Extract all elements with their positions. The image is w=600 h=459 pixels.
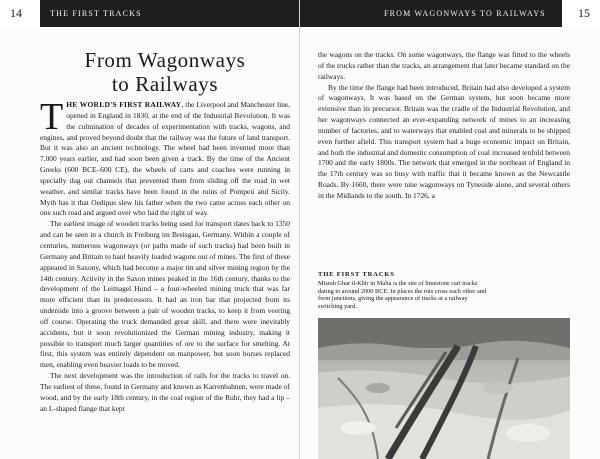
right-body-text xyxy=(318,50,570,202)
left-page xyxy=(0,0,299,459)
right-paragraph-1: the wagons on the tracks. On some wagonways, the flange was fitted to the wheels of the trucks rather than the tracks, an arrangement that later became standard on the railways. xyxy=(318,50,570,81)
right-page xyxy=(300,0,600,459)
right-paragraph-2: By the time the flange had been introduced, Britain had also developed a system of wagonways. It was based on the German system, but soon became more extensive than its precursor. Britain was the cradle of the Industrial Revolution, and her wagonways connected an ever-expanding network of mines to an increasing number of factories, and to waterways that enabled coal and minerals to be shipped even further afield. This transport system had a huge economic impact on Britain, and both the industrial and domestic consumption of coal increased tenfold between 1700 and the early 1800s. The network that emerged in the northeast of England in the 17th century was so busy with traffic that it became known as the Newcastle Roads. By 1660, there were nine wagonways on Tyneside alone, and several others in the Midlands to the south. In 1726, a xyxy=(318,82,570,200)
right-running-header xyxy=(300,0,600,27)
chapter-title xyxy=(40,48,290,96)
chapter-title-line-1: From Wagonways xyxy=(84,48,246,72)
left-running-header xyxy=(0,0,299,27)
left-paragraph-2: The earliest image of wooden tracks being used for transport dates back to 1350 and can be seen in a church in Freiburg im Breisgau, Germany. Within a couple of centuries, numerous wagonways (or paths made of such tracks) had been built in Germany and Britain to haul heavily loaded wagons out of mines. The first of these appeared in Saxony, which had become a major tin and silver mining region by the 14th century. Activity in the Saxon mines peaked in the 16th century, thanks to the development of the Leitnagel Hund – a four-wheeled mining truck that was far more efficient than its predecessors. It had an iron bar that projected from its underside into a groove between a pair of wooden tracks, to keep it from veering off course. Operating the truck demanded great skill, and there were inevitably accidents, but it soon revolutionized the German mining industry, making it possible to transport much larger quantities of ore to the surface for smelting. At first, this system was entirely dependent on manpower, but soon horses replaced men, enabling even heavier loads to be moved. xyxy=(40,219,290,370)
drop-cap: T xyxy=(40,96,64,138)
left-paragraph-1-text: , the Liverpool and Manchester line, opened in England in 1830, at the end of the Industrial Revolution. It was the culmination of decades of experimentation with tracks, wagons, and engines, and proved beyond doubt that the railway was the future of land transport. But it was also an ancient technology. The wheel had been invented more than 7,000 years earlier, and had soon been given a track. By the time of the Ancient Greeks (600 BCE–600 CE), the wheels of carts and coaches were running in specially dug out channels that prevented them from sliding off the road in wet weather, and similar tracks have been found in the ruins of Pompeii and Sicily. Myth has it that Oedipus slew his father when the two came across each other on one such road and argued over who had the right of way. xyxy=(40,100,291,218)
caption-text: Misrah Ghar il-Kbir in Malta is the site of limestone cart tracks dating to around 2000 BCE. In places the ruts cross each other and form junctions, giving the appearance of tracks at a railway switching yard. xyxy=(318,280,487,311)
limestone-cart-tracks-photo xyxy=(318,318,570,459)
chapter-title-line-2: to Railways xyxy=(111,72,219,96)
left-paragraph-1 xyxy=(40,96,291,219)
left-paragraph-3: The next development was the introduction of rails for the tracks to travel on. The earliest of these, found in Germany and known as Karrenbahnen, were made of wood, and by the early 18th century, in the coal region of the Ruhr, they had a lip – an L-shaped flange that kept xyxy=(40,371,290,413)
left-body-text xyxy=(40,96,291,414)
lead-in-text: HE WORLD'S FIRST RAILWAY xyxy=(66,100,182,109)
right-running-head-title: FROM WAGONWAYS TO RAILWAYS xyxy=(384,9,546,18)
left-running-head-title: THE FIRST TRACKS xyxy=(50,9,142,18)
left-page-number: 14 xyxy=(10,6,22,20)
right-page-number: 15 xyxy=(578,6,590,20)
caption-title: THE FIRST TRACKS xyxy=(318,271,395,278)
photo-caption xyxy=(318,271,568,311)
